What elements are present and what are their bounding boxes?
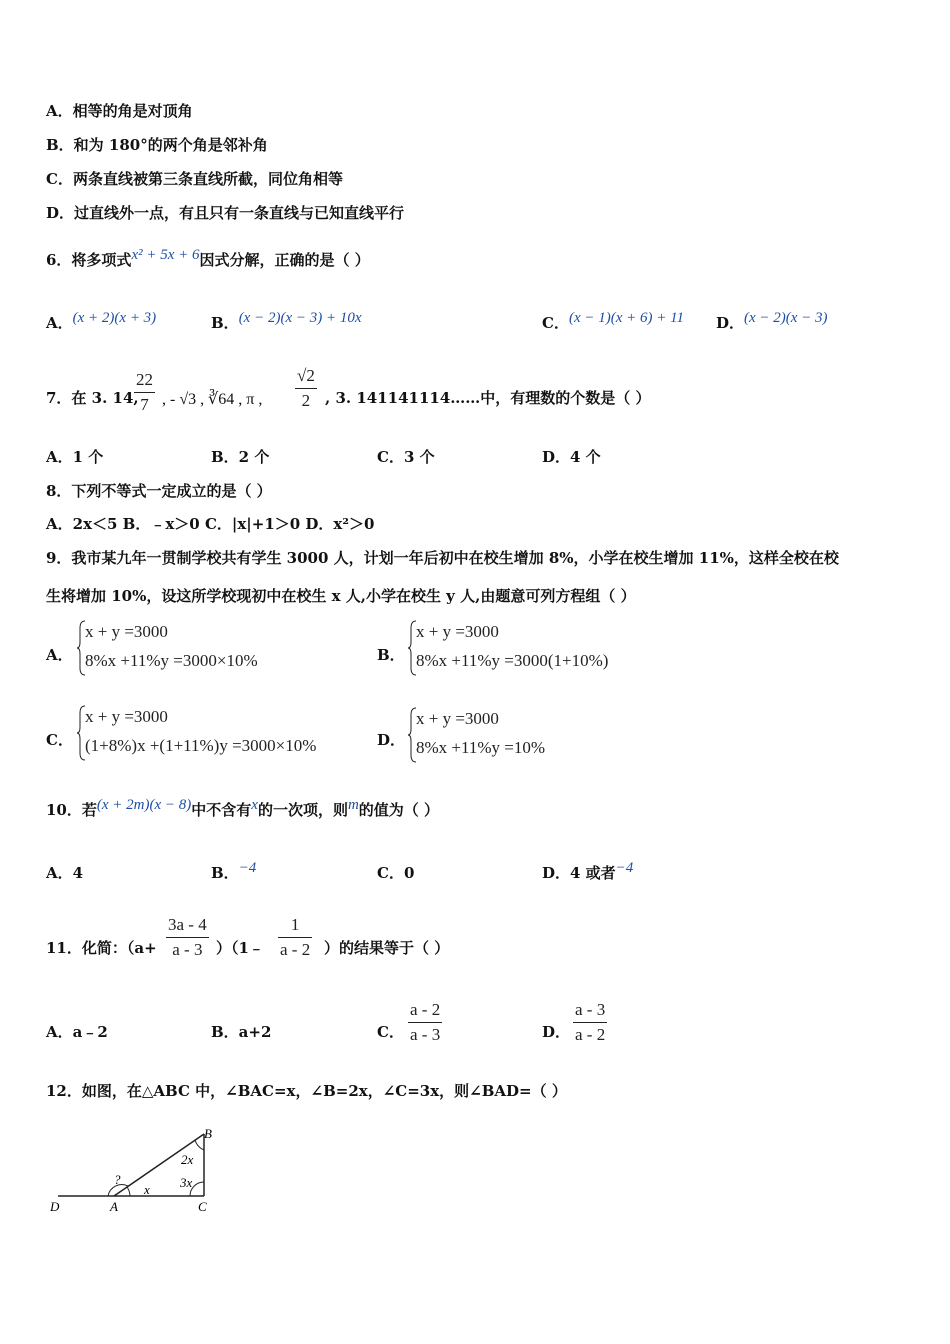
- q10-option-a: A．4: [46, 864, 84, 882]
- q11-c-bar: [408, 1022, 442, 1023]
- q6-b-expr: (x − 2)(x − 3) + 10x: [238, 310, 362, 326]
- q5-option-b: B．和为 180°的两个角是邻补角: [46, 136, 268, 154]
- q9-stem-line2: 生将增加 10%，设这所学校现初中在校生 x 人,小学在校生 y 人,由题意可列方程组（ ）: [46, 587, 636, 605]
- q7-stem-post: , 3. 141141114……中，有理数的个数是（ ）: [325, 389, 651, 407]
- q11-f2-denominator: a - 2: [280, 940, 311, 959]
- q11-d-numerator: a - 3: [575, 1000, 606, 1019]
- q11-d-label: D．: [542, 1023, 571, 1041]
- q10-b-label: B．: [211, 864, 239, 882]
- q5-option-a: A．相等的角是对顶角: [46, 102, 193, 120]
- q7-frac2-bar: [295, 388, 317, 389]
- q10-mid: 中不含有: [191, 801, 252, 819]
- q9-d-row2: 8%x +11%y =10%: [416, 738, 546, 757]
- q11-option-a: A．a﹣2: [46, 1023, 108, 1041]
- q11-c-label: C．: [377, 1023, 404, 1041]
- q6-option-c: [542, 310, 685, 332]
- q7-option-a: A．1 个: [46, 448, 104, 466]
- q10-pre: 10．若: [46, 801, 97, 819]
- q5-option-c: C．两条直线被第三条直线所截，同位角相等: [46, 170, 343, 188]
- q10-option-d: [542, 860, 634, 882]
- q10-b-value: −4: [238, 860, 257, 876]
- q7-middle-numbers: , - √3 , ∛64 , π ,: [162, 391, 263, 408]
- q9-c-row2: (1+8%)x +(1+11%)y =3000×10%: [85, 736, 317, 755]
- q7-stem-pre: 7．在 3. 14,: [46, 389, 139, 407]
- q10-option-b: [211, 860, 257, 882]
- label-c: C: [198, 1199, 207, 1214]
- q10-expression: (x + 2m)(x − 8): [96, 797, 192, 813]
- q7-frac1-bar: [134, 392, 155, 393]
- label-angle-a: x: [144, 1182, 150, 1197]
- q9-c-label: C．: [46, 731, 73, 749]
- label-b: B: [204, 1126, 212, 1141]
- q6-a-expr: (x + 2)(x + 3): [72, 310, 157, 326]
- q11-d-denominator: a - 2: [575, 1025, 606, 1044]
- q7-frac1-denominator: 7: [140, 395, 149, 414]
- q10-d-label: D．4 或者: [542, 864, 616, 882]
- q6-d-expr: (x − 2)(x − 3): [744, 310, 828, 326]
- q7-option-c: C．3 个: [377, 448, 435, 466]
- q9-a-label: A．: [46, 646, 73, 664]
- q6-stem-pre: 6．将多项式: [46, 251, 132, 269]
- q7-frac1-numerator: 22: [136, 370, 153, 389]
- q11-post: ）的结果等于（ ）: [324, 939, 450, 957]
- q9-b-label: B．: [377, 646, 405, 664]
- q8-stem: 8．下列不等式一定成立的是（ ）: [46, 482, 272, 500]
- q10-var-x: x: [251, 797, 258, 813]
- q7-frac2-numerator: √2: [297, 366, 315, 385]
- q6-c-label: C．: [542, 314, 569, 332]
- q11-f2-bar: [278, 937, 312, 938]
- angle-arc-b: [195, 1140, 204, 1150]
- q11-mid: ）（1﹣: [216, 939, 264, 957]
- q9-b-row2: 8%x +11%y =3000(1+10%): [416, 651, 609, 670]
- q9-d-label: D．: [377, 731, 406, 749]
- angle-arc-a: [127, 1187, 130, 1196]
- q6-c-expr: (x − 1)(x + 6) + 11: [568, 310, 685, 326]
- q12-stem: 12．如图，在△ABC 中，∠BAC=x，∠B=2x，∠C=3x，则∠BAD=（ ）: [46, 1082, 567, 1100]
- q6-a-label: A．: [46, 314, 73, 332]
- label-angle-c: 3x: [180, 1175, 193, 1190]
- q9-stem-line1: 9．我市某九年一贯制学校共有学生 3000 人，计划一年后初中在校生增加 8%，小学在校生增加 11%，这样全校在校: [46, 549, 839, 567]
- q7-option-b: B．2 个: [211, 448, 270, 466]
- q11-c-fraction: [408, 1000, 442, 1045]
- q10-mid2: 的一次项，则: [257, 801, 348, 819]
- label-angle-b: 2x: [181, 1152, 194, 1167]
- label-a: A: [110, 1199, 118, 1214]
- q6-option-d: [716, 310, 828, 332]
- q7-fraction-sqrt2-2: [295, 366, 317, 411]
- q8-options: A．2x＜5 B．﹣x＞0 C．|x|+1＞0 D．x²＞0: [46, 515, 375, 533]
- q7-option-d: D．4 个: [542, 448, 601, 466]
- q9-c-row1: x + y =3000: [85, 707, 168, 726]
- q11-pre: 11．化简：（a+: [46, 939, 157, 957]
- q5-option-d: D．过直线外一点，有且只有一条直线与已知直线平行: [46, 204, 405, 222]
- q11-fraction-1: [166, 915, 209, 960]
- q11-fraction-2: [278, 915, 312, 960]
- q6-stem-post: 因式分解，正确的是（ ）: [199, 251, 370, 269]
- q11-option-b: B．a+2: [211, 1023, 272, 1041]
- q6-option-a: [46, 310, 157, 332]
- q11-f1-denominator: a - 3: [172, 940, 203, 959]
- q10-var-m: m: [347, 797, 359, 813]
- q11-f1-numerator: 3a - 4: [168, 915, 207, 934]
- q10-option-c: C．0: [377, 864, 415, 882]
- q10-post: 的值为（ ）: [358, 801, 440, 819]
- q6-d-label: D．: [716, 314, 745, 332]
- q6-stem: [46, 247, 370, 269]
- q9-a-row2: 8%x +11%y =3000×10%: [85, 651, 258, 670]
- label-d: D: [50, 1199, 60, 1214]
- q10-stem: [46, 797, 440, 819]
- q11-f1-bar: [166, 937, 209, 938]
- q11-d-bar: [573, 1022, 607, 1023]
- q6-b-label: B．: [211, 314, 239, 332]
- q6-expression: x² + 5x + 6: [131, 247, 200, 263]
- q11-d-fraction: [573, 1000, 607, 1045]
- q9-b-row1: x + y =3000: [416, 622, 499, 641]
- q9-a-row1: x + y =3000: [85, 622, 168, 641]
- triangle-figure: [44, 1120, 234, 1220]
- q10-d-value: −4: [615, 860, 634, 876]
- q9-d-row1: x + y =3000: [416, 709, 499, 728]
- label-unknown-angle: ?: [114, 1172, 121, 1187]
- q7-frac2-denominator: 2: [301, 391, 311, 410]
- q11-c-numerator: a - 2: [410, 1000, 441, 1019]
- q11-c-denominator: a - 3: [410, 1025, 441, 1044]
- q11-f2-numerator: 1: [290, 915, 300, 934]
- q7-fraction-22-7: [134, 370, 155, 415]
- q6-option-b: [211, 310, 362, 332]
